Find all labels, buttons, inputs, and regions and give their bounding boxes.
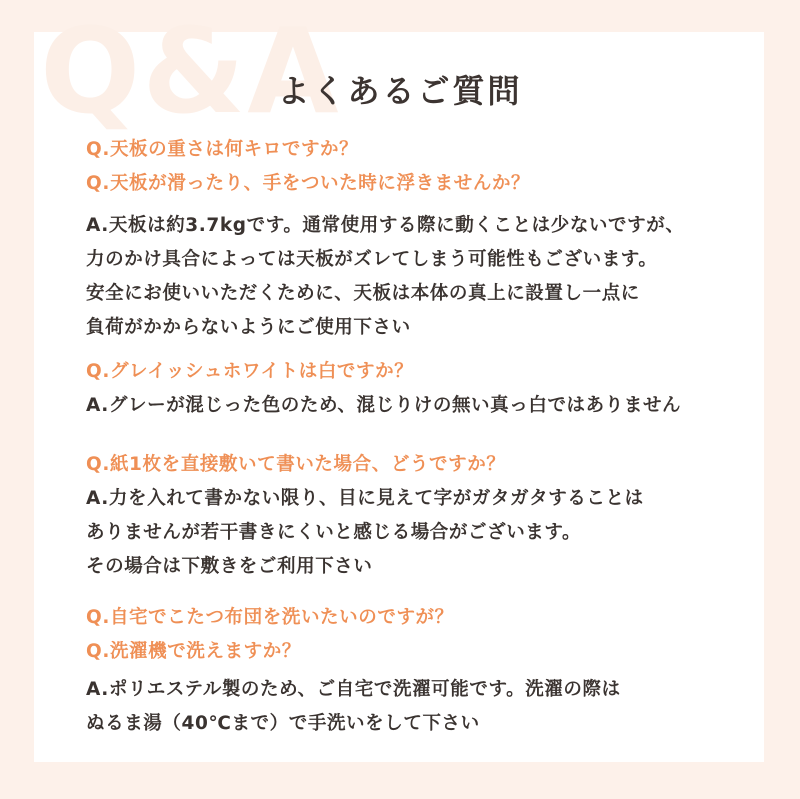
answer-line: 安全にお使いいただくために、天板は本体の真上に設置し一点に bbox=[86, 283, 640, 304]
answer-line: A.グレーが混じった色のため、混じりけの無い真っ白ではありません bbox=[86, 395, 682, 416]
answer-line: 負荷がかからないようにご使用下さい bbox=[86, 317, 411, 338]
question-line: Q.天板の重さは何キロですか？ bbox=[86, 139, 359, 160]
answer-line: ぬるま湯（40℃まで）で手洗いをして下さい bbox=[86, 713, 480, 734]
question-line: Q.自宅でこたつ布団を洗いたいのですが？ bbox=[86, 607, 454, 628]
question-line: Q.洗濯機で洗えますか？ bbox=[86, 641, 301, 662]
question-line: Q.天板が滑ったり、手をついた時に浮きませんか？ bbox=[86, 173, 531, 194]
answer-line: その場合は下敷きをご利用下さい bbox=[86, 556, 373, 577]
qa-item-3 bbox=[86, 448, 766, 584]
page-title: よくあるご質問 bbox=[277, 72, 523, 110]
question-line: Q.紙1枚を直接敷いて書いた場合、どうですか？ bbox=[86, 454, 506, 475]
answer-line: A.天板は約3.7kgです。通常使用する際に動くことは少ないですが、 bbox=[86, 215, 685, 236]
qa-watermark: Q&A bbox=[40, 2, 341, 140]
answer-line: 力のかけ具合によっては天板がズレてしまう可能性もございます。 bbox=[86, 249, 658, 270]
question-line: Q.グレイッシュホワイトは白ですか？ bbox=[86, 361, 414, 382]
qa-item-2 bbox=[86, 355, 766, 423]
answer-line: A.力を入れて書かない限り、目に見えて字がガタガタすることは bbox=[86, 488, 644, 509]
answer-line: ありませんが若干書きにくいと感じる場合がございます。 bbox=[86, 522, 582, 543]
qa-item-1 bbox=[86, 133, 766, 345]
qa-item-4 bbox=[86, 601, 766, 741]
answer-line: A.ポリエステル製のため、ご自宅で洗濯可能です。洗濯の際は bbox=[86, 679, 621, 700]
